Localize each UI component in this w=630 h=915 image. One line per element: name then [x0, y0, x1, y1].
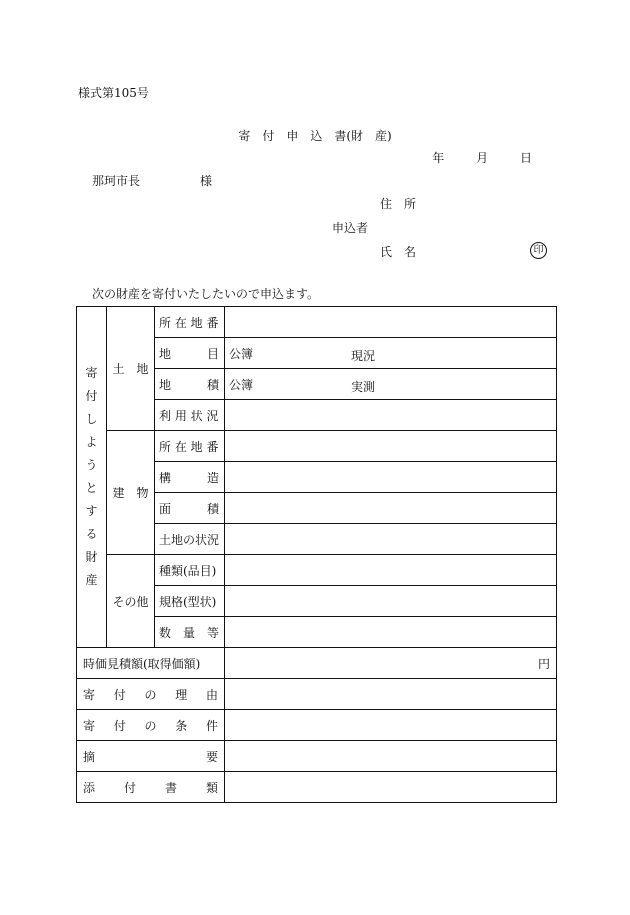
- intro-text: 次の財産を寄付いたしたいので申込ます。: [92, 287, 320, 301]
- attachments-label: 添 付 書 類: [77, 772, 225, 803]
- table-row: [77, 772, 557, 803]
- market-value-label: 時価見積額(取得価額): [77, 648, 225, 679]
- table-row: [77, 648, 557, 679]
- building-land-status-label: 土地の状況: [155, 524, 225, 555]
- building-area-field[interactable]: [225, 493, 557, 524]
- building-label: 建 物: [107, 431, 155, 555]
- addressee: 那珂市長 様: [92, 174, 213, 188]
- other-quantity-label: 数 量 等: [155, 617, 225, 648]
- other-type-label: 種類(品目): [155, 555, 225, 586]
- property-label: 寄 付 し よ う と す る 財 産: [77, 307, 107, 648]
- land-usage-field[interactable]: [225, 400, 557, 431]
- table-row: [77, 710, 557, 741]
- land-label: 土 地: [107, 307, 155, 431]
- summary-field[interactable]: [225, 741, 557, 772]
- land-location-label: 所 在 地 番: [155, 307, 225, 338]
- land-area-label: 地 積: [155, 369, 225, 400]
- conditions-field[interactable]: [225, 710, 557, 741]
- yen-label: 円: [537, 656, 550, 671]
- market-value-field[interactable]: [225, 648, 557, 679]
- land-area-field[interactable]: [225, 369, 557, 400]
- land-location-field[interactable]: [225, 307, 557, 338]
- conditions-label: 寄 付 の 条 件: [77, 710, 225, 741]
- other-type-field[interactable]: [225, 555, 557, 586]
- table-row: [77, 307, 557, 338]
- land-category-field[interactable]: [225, 338, 557, 369]
- summary-label: 摘 要: [77, 741, 225, 772]
- table-row: [77, 679, 557, 710]
- date-line: [404, 149, 532, 166]
- name-label: 氏 名: [380, 245, 417, 259]
- building-land-status-field[interactable]: [225, 524, 557, 555]
- land-category-label: 地 目: [155, 338, 225, 369]
- date-month-label: 月: [476, 151, 489, 165]
- donation-form-table: [76, 306, 557, 803]
- other-label: その他: [107, 555, 155, 648]
- other-quantity-field[interactable]: [225, 617, 557, 648]
- registry-label: 公簿: [229, 346, 254, 361]
- building-location-field[interactable]: [225, 431, 557, 462]
- document-title: 寄 付 申 込 書(財 産): [238, 129, 392, 143]
- applicant-label: 申込者: [332, 221, 369, 235]
- building-structure-field[interactable]: [225, 462, 557, 493]
- table-row: [77, 431, 557, 462]
- seal-mark: 印: [530, 242, 547, 259]
- land-usage-label: 利 用 状 況: [155, 400, 225, 431]
- table-row: [77, 555, 557, 586]
- other-spec-label: 規格(型状): [155, 586, 225, 617]
- building-location-label: 所 在 地 番: [155, 431, 225, 462]
- registry-label: 公簿: [229, 377, 254, 392]
- form-number: 様式第105号: [78, 86, 149, 100]
- building-structure-label: 構 造: [155, 462, 225, 493]
- table-row: [77, 741, 557, 772]
- attachments-field[interactable]: [225, 772, 557, 803]
- survey-label: 実測: [351, 380, 376, 394]
- other-spec-field[interactable]: [225, 586, 557, 617]
- address-label: 住 所: [380, 197, 417, 211]
- reason-field[interactable]: [225, 679, 557, 710]
- date-day-label: 日: [519, 151, 532, 165]
- reason-label: 寄 付 の 理 由: [77, 679, 225, 710]
- date-year-label: 年: [432, 151, 445, 165]
- building-area-label: 面 積: [155, 493, 225, 524]
- actual-status-label: 現況: [351, 349, 376, 363]
